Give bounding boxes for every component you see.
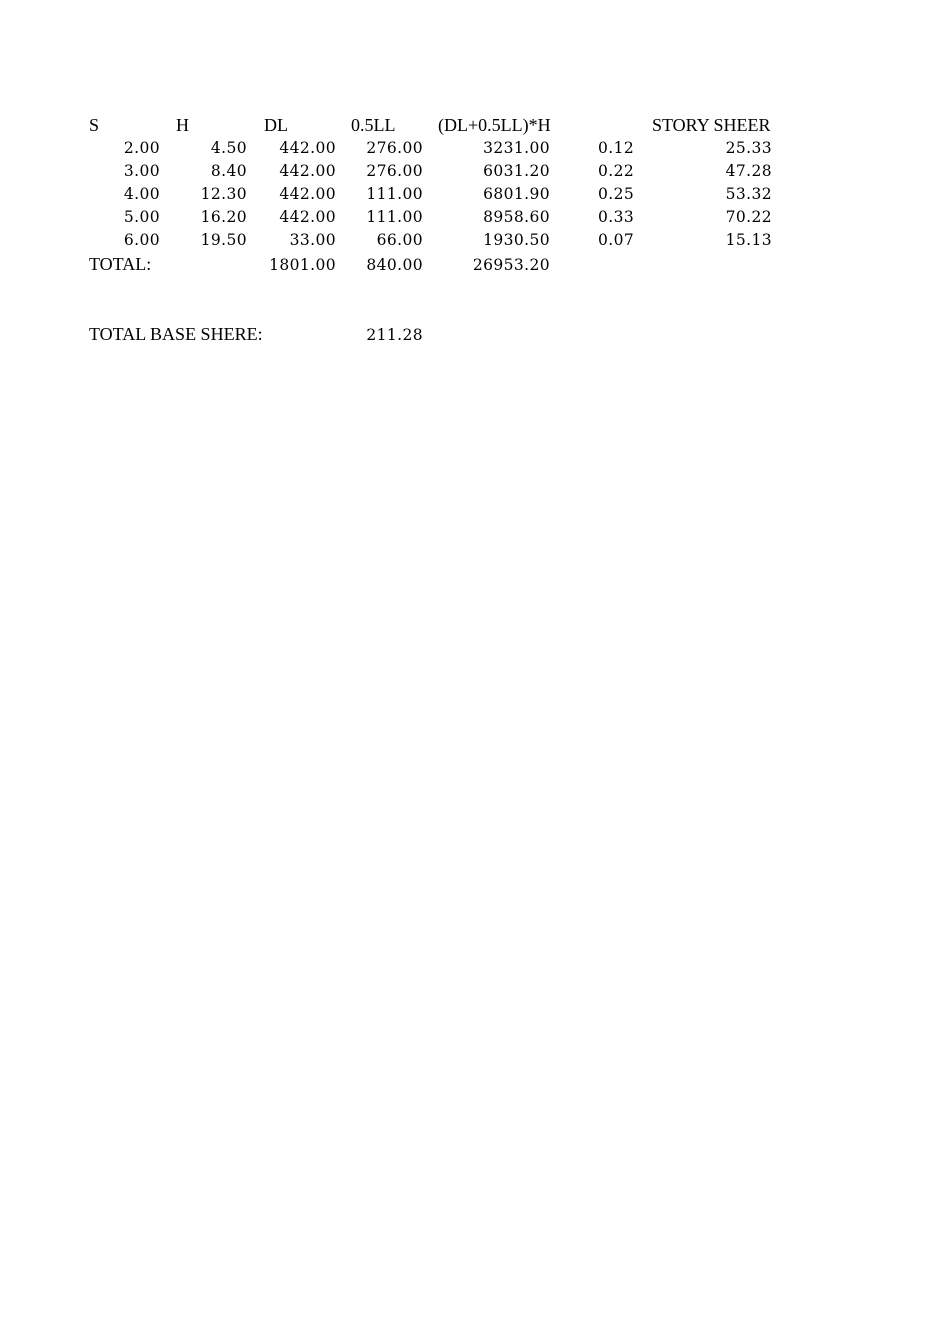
header-ll: 0.5LL [351,115,396,135]
table-row [0,183,950,206]
total-product: 26953.20 [472,256,550,274]
cell-ratio: 0.07 [598,231,635,249]
cell-s: 5.00 [123,208,160,226]
cell-s: 3.00 [123,162,160,180]
table-row [0,229,950,252]
cell-ll: 66.00 [376,231,423,249]
cell-product: 8958.60 [483,208,550,226]
cell-story-shear: 53.32 [725,185,772,203]
table-row [0,206,950,229]
base-shear-label: TOTAL BASE SHERE: [89,324,263,344]
header-s: S [89,115,100,135]
cell-story-shear: 25.33 [725,139,772,157]
cell-ll: 111.00 [366,185,423,203]
cell-story-shear: 47.28 [725,162,772,180]
total-dl: 1801.00 [269,256,336,274]
cell-ratio: 0.25 [598,185,635,203]
cell-dl: 33.00 [289,231,336,249]
table-row [0,137,950,160]
cell-dl: 442.00 [279,139,336,157]
base-shear-value: 211.28 [366,326,423,344]
cell-s: 4.00 [123,185,160,203]
table-row [0,160,950,183]
cell-ratio: 0.33 [598,208,635,226]
cell-h: 8.40 [210,162,247,180]
header-product: (DL+0.5LL)*H [438,115,551,135]
cell-h: 19.50 [200,231,247,249]
cell-s: 6.00 [123,231,160,249]
total-ll: 840.00 [366,256,423,274]
cell-story-shear: 70.22 [725,208,772,226]
header-h: H [176,115,189,135]
cell-h: 16.20 [200,208,247,226]
cell-s: 2.00 [123,139,160,157]
cell-ll: 276.00 [366,139,423,157]
cell-product: 3231.00 [483,139,550,157]
cell-product: 1930.50 [483,231,550,249]
total-label: TOTAL: [89,254,152,274]
cell-story-shear: 15.13 [725,231,772,249]
cell-product: 6031.20 [483,162,550,180]
cell-ll: 111.00 [366,208,423,226]
cell-ratio: 0.12 [598,139,635,157]
header-story-shear: STORY SHEER [652,115,771,135]
header-dl: DL [264,115,288,135]
cell-ll: 276.00 [366,162,423,180]
cell-dl: 442.00 [279,162,336,180]
cell-dl: 442.00 [279,208,336,226]
cell-h: 4.50 [210,139,247,157]
cell-dl: 442.00 [279,185,336,203]
cell-product: 6801.90 [483,185,550,203]
cell-ratio: 0.22 [598,162,635,180]
cell-h: 12.30 [200,185,247,203]
